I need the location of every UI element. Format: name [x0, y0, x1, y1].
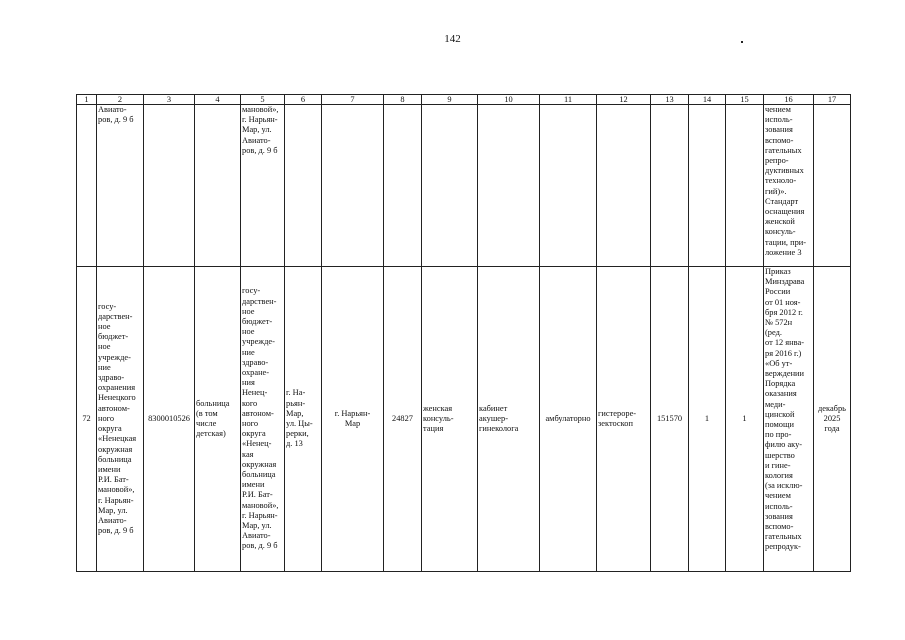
cell-address: г. На- рьян- Мар, ул. Цы- рерки, д. 13 [285, 267, 322, 572]
cell-equipment: гистероре- зектоскоп [597, 267, 651, 572]
cell-purchase-qty: 1 [726, 267, 764, 572]
cell-room: кабинет акушер- гинеколога [478, 267, 540, 572]
header-cell: 14 [689, 95, 726, 105]
stray-mark [741, 41, 743, 43]
header-cell: 12 [597, 95, 651, 105]
cell [384, 105, 422, 267]
cell [478, 105, 540, 267]
cell [422, 105, 478, 267]
table-row [77, 267, 851, 572]
cell-required-qty: 1 [689, 267, 726, 572]
page-number: 142 [444, 33, 461, 45]
column-number-row [77, 95, 851, 105]
header-cell: 15 [726, 95, 764, 105]
cell [597, 105, 651, 267]
equipment-registry-table [76, 94, 851, 572]
header-cell: 6 [285, 95, 322, 105]
cell-facility-type: больница (в том числе детская) [195, 267, 241, 572]
cell-institution: госу- дарствен- ное бюджет- ное учрежде- ние здраво- охранения Ненецкого автоном- ного округа «Ненецкая окружная больница имени Р.И. Бат- мановой», г. Нарьян- Мар, ул. Авиато- ров, д. 9 б [97, 267, 144, 572]
cell-regulation: Приказ Минздрава России от 01 ноя- бря 2012 г. № 572н (ред. от 12 янва- ря 2016 г.) «Об ут- верждении Порядка оказания меди- цинской помощи по про- филю аку- шерство и гине- кология (за исклю- чением исполь- зования вспомо- гательных репродук- [764, 267, 814, 572]
table-row-continued [77, 105, 851, 267]
cell [144, 105, 195, 267]
cell-inn: 8300010526 [144, 267, 195, 572]
header-cell: 11 [540, 95, 597, 105]
header-cell: 5 [241, 95, 285, 105]
header-cell: 13 [651, 95, 689, 105]
cell-population: 24827 [384, 267, 422, 572]
header-cell: 4 [195, 95, 241, 105]
cell-code: 151570 [651, 267, 689, 572]
cell-institution: Авиато- ров, д. 9 б [97, 105, 144, 267]
cell [285, 105, 322, 267]
header-cell: 17 [814, 95, 851, 105]
header-cell: 7 [322, 95, 384, 105]
cell-legal-entity: мановой», г. Нарьян- Мар, ул. Авиато- ров, д. 9 б [241, 105, 285, 267]
cell-legal-entity: госу- дарствен- ное бюджет- ное учрежде- ние здраво- охране- ния Ненец- кого автоном- ного округа «Ненец- кая окружная больница имени Р.И. Бат- мановой», г. Нарьян- Мар, ул. Авиато- ров, д. 9 б [241, 267, 285, 572]
cell [651, 105, 689, 267]
cell-care-form: амбулаторно [540, 267, 597, 572]
header-cell: 10 [478, 95, 540, 105]
header-cell: 2 [97, 95, 144, 105]
header-cell: 9 [422, 95, 478, 105]
cell-department: женская консуль- тация [422, 267, 478, 572]
cell [726, 105, 764, 267]
cell [540, 105, 597, 267]
cell-regulation: чением исполь- зования вспомо- гательных репро- дуктивных техноло- гий)». Стандарт оснащения женской консуль- тации, при- ложение 3 [764, 105, 814, 267]
cell [195, 105, 241, 267]
header-cell: 16 [764, 95, 814, 105]
header-cell: 1 [77, 95, 97, 105]
header-cell: 3 [144, 95, 195, 105]
cell-city: г. Нарьян- Мар [322, 267, 384, 572]
cell-row-number: 72 [77, 267, 97, 572]
cell-deadline: декабрь 2025 года [814, 267, 851, 572]
cell [77, 105, 97, 267]
header-cell: 8 [384, 95, 422, 105]
cell [814, 105, 851, 267]
cell [322, 105, 384, 267]
cell [689, 105, 726, 267]
